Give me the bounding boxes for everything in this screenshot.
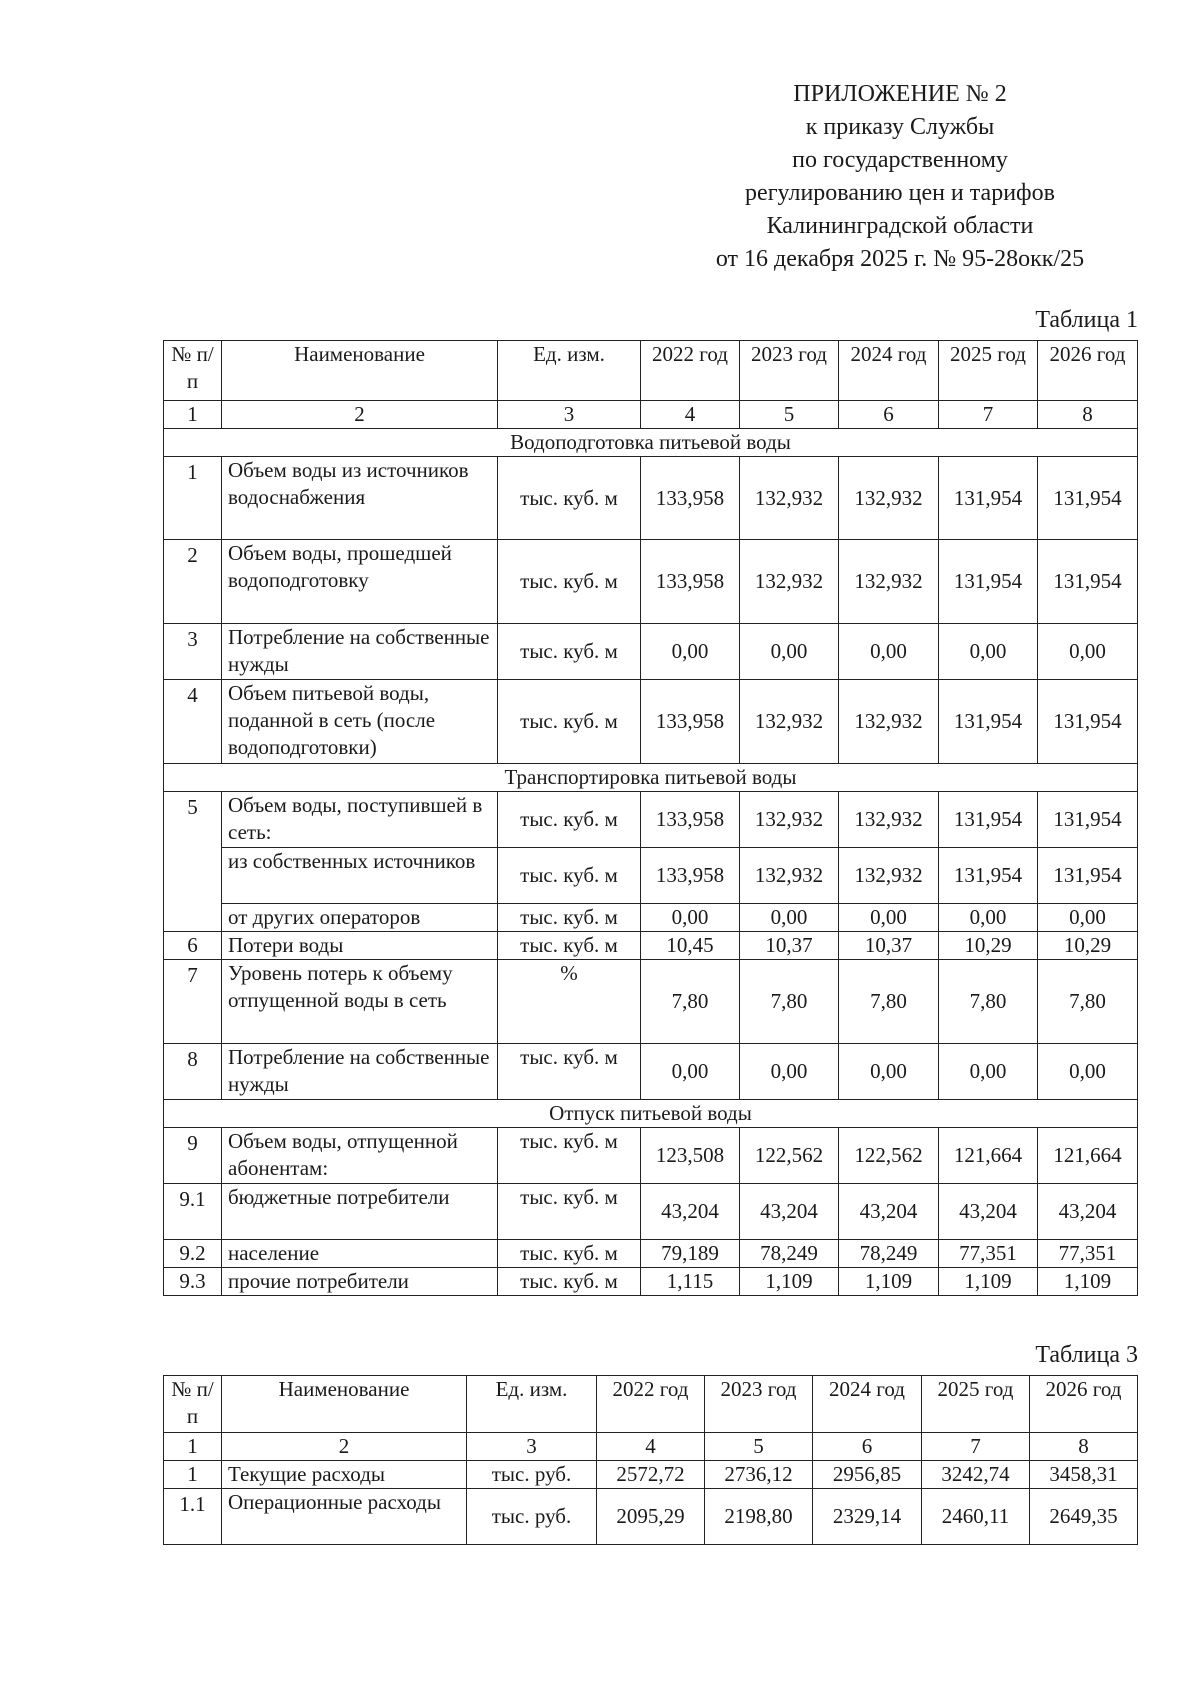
row-number: 9.3 — [164, 1268, 222, 1296]
row-value: 132,932 — [839, 848, 939, 904]
row-value: 133,958 — [641, 848, 740, 904]
row-name: Операционные расходы — [222, 1489, 467, 1545]
row-value: 77,351 — [939, 1240, 1038, 1268]
row-name: Текущие расходы — [222, 1461, 467, 1489]
table3-caption: Таблица 3 — [1035, 1342, 1138, 1368]
row-value: 0,00 — [1038, 904, 1138, 932]
row-unit: тыс. куб. м — [498, 932, 641, 960]
column-header: 2023 год — [740, 341, 839, 401]
column-index: 6 — [813, 1433, 922, 1461]
row-unit: % — [498, 960, 641, 1044]
row-unit: тыс. куб. м — [498, 1044, 641, 1100]
row-value: 1,109 — [1038, 1268, 1138, 1296]
column-header: Ед. изм. — [467, 1376, 597, 1433]
row-number: 3 — [164, 624, 222, 680]
row-value: 10,45 — [641, 932, 740, 960]
document-header — [650, 78, 1150, 276]
row-unit: тыс. куб. м — [498, 792, 641, 848]
table-header-row — [164, 1376, 1138, 1433]
column-index: 2 — [222, 401, 498, 429]
row-value: 7,80 — [641, 960, 740, 1044]
row-value: 0,00 — [939, 904, 1038, 932]
appendix-title: ПРИЛОЖЕНИЕ № 2 — [793, 81, 1007, 107]
row-number: 4 — [164, 680, 222, 764]
row-value: 131,954 — [1038, 848, 1138, 904]
header-line: регулированию цен и тарифов — [745, 180, 1055, 206]
table-row — [164, 680, 1138, 764]
column-index: 3 — [498, 401, 641, 429]
row-value: 0,00 — [740, 624, 839, 680]
row-value: 3242,74 — [922, 1461, 1030, 1489]
column-header: 2024 год — [839, 341, 939, 401]
column-index: 1 — [164, 401, 222, 429]
row-number: 7 — [164, 960, 222, 1044]
row-unit: тыс. куб. м — [498, 904, 641, 932]
table-row — [164, 960, 1138, 1044]
row-value: 10,29 — [1038, 932, 1138, 960]
row-value: 131,954 — [939, 457, 1038, 540]
row-value: 2460,11 — [922, 1489, 1030, 1545]
row-unit: тыс. куб. м — [498, 1240, 641, 1268]
row-value: 122,562 — [740, 1128, 839, 1184]
row-number: 2 — [164, 540, 222, 624]
table1 — [163, 340, 1138, 1296]
row-value: 7,80 — [839, 960, 939, 1044]
column-index: 4 — [597, 1433, 705, 1461]
row-name: Потребление на собственные нужды — [222, 1044, 498, 1100]
column-header: Наименование — [222, 341, 498, 401]
column-header: 2023 год — [705, 1376, 813, 1433]
row-value: 10,37 — [839, 932, 939, 960]
row-value: 2329,14 — [813, 1489, 922, 1545]
row-value: 133,958 — [641, 792, 740, 848]
column-header: № п/п — [164, 341, 222, 401]
column-header: Ед. изм. — [498, 341, 641, 401]
row-name: прочие потребители — [222, 1268, 498, 1296]
row-value: 2198,80 — [705, 1489, 813, 1545]
row-value: 0,00 — [939, 624, 1038, 680]
column-index: 8 — [1038, 401, 1138, 429]
row-value: 1,109 — [839, 1268, 939, 1296]
row-value: 131,954 — [1038, 540, 1138, 624]
column-index: 6 — [839, 401, 939, 429]
table-row — [164, 904, 1138, 932]
row-value: 133,958 — [641, 540, 740, 624]
row-value: 132,932 — [740, 540, 839, 624]
row-number: 8 — [164, 1044, 222, 1100]
table-row — [164, 848, 1138, 904]
row-value: 132,932 — [839, 540, 939, 624]
row-value: 0,00 — [939, 1044, 1038, 1100]
row-value: 122,562 — [839, 1128, 939, 1184]
row-name: Объем воды, поступившей в сеть: — [222, 792, 498, 848]
row-name: из собственных источников — [222, 848, 498, 904]
row-value: 10,29 — [939, 932, 1038, 960]
row-value: 0,00 — [1038, 624, 1138, 680]
row-value: 131,954 — [1038, 792, 1138, 848]
row-number: 6 — [164, 932, 222, 960]
row-value: 132,932 — [740, 792, 839, 848]
row-unit: тыс. куб. м — [498, 457, 641, 540]
row-value: 43,204 — [740, 1184, 839, 1240]
row-number: 1.1 — [164, 1489, 222, 1545]
table-row — [164, 1268, 1138, 1296]
row-value: 43,204 — [939, 1184, 1038, 1240]
row-number: 1 — [164, 1461, 222, 1489]
table-row — [164, 1128, 1138, 1184]
row-value: 10,37 — [740, 932, 839, 960]
row-name: Объем питьевой воды, поданной в сеть (после водоподготовки) — [222, 680, 498, 764]
column-index: 7 — [939, 401, 1038, 429]
row-value: 7,80 — [1038, 960, 1138, 1044]
row-value: 132,932 — [740, 680, 839, 764]
row-unit: тыс. руб. — [467, 1461, 597, 1489]
table-row — [164, 1489, 1138, 1545]
order-date-number: от 16 декабря 2025 г. № 95-28окк/25 — [715, 246, 1085, 272]
row-value: 77,351 — [1038, 1240, 1138, 1268]
row-unit: тыс. куб. м — [498, 1128, 641, 1184]
table-row — [164, 1184, 1138, 1240]
row-name: Потери воды — [222, 932, 498, 960]
row-value: 0,00 — [839, 904, 939, 932]
table1-caption: Таблица 1 — [1035, 307, 1138, 333]
row-value: 131,954 — [939, 848, 1038, 904]
column-index: 3 — [467, 1433, 597, 1461]
row-value: 1,109 — [740, 1268, 839, 1296]
row-name: Объем воды, прошедшей водоподготовку — [222, 540, 498, 624]
row-value: 43,204 — [641, 1184, 740, 1240]
row-value: 131,954 — [1038, 680, 1138, 764]
row-value: 132,932 — [740, 848, 839, 904]
row-value: 2649,35 — [1030, 1489, 1138, 1545]
column-index: 2 — [222, 1433, 467, 1461]
row-unit: тыс. куб. м — [498, 624, 641, 680]
row-value: 78,249 — [839, 1240, 939, 1268]
column-header: 2026 год — [1030, 1376, 1138, 1433]
row-value: 132,932 — [839, 680, 939, 764]
table-row — [164, 540, 1138, 624]
header-line: по государственному — [792, 147, 1008, 173]
row-number: 9.1 — [164, 1184, 222, 1240]
row-value: 43,204 — [839, 1184, 939, 1240]
table-row — [164, 932, 1138, 960]
row-value: 7,80 — [939, 960, 1038, 1044]
row-value: 2095,29 — [597, 1489, 705, 1545]
row-value: 0,00 — [839, 1044, 939, 1100]
row-value: 132,932 — [839, 457, 939, 540]
row-value: 133,958 — [641, 457, 740, 540]
section-row — [164, 764, 1138, 792]
table-row — [164, 1461, 1138, 1489]
row-unit: тыс. куб. м — [498, 1184, 641, 1240]
column-index-row — [164, 401, 1138, 429]
row-value: 0,00 — [641, 904, 740, 932]
column-header: Наименование — [222, 1376, 467, 1433]
column-index: 5 — [740, 401, 839, 429]
row-value: 2572,72 — [597, 1461, 705, 1489]
row-value: 2956,85 — [813, 1461, 922, 1489]
table-row — [164, 1240, 1138, 1268]
row-value: 0,00 — [740, 1044, 839, 1100]
row-unit: тыс. куб. м — [498, 848, 641, 904]
row-value: 0,00 — [641, 1044, 740, 1100]
row-value: 3458,31 — [1030, 1461, 1138, 1489]
row-name: бюджетные потребители — [222, 1184, 498, 1240]
column-index: 8 — [1030, 1433, 1138, 1461]
row-name: Объем воды, отпущенной абонентам: — [222, 1128, 498, 1184]
row-name: население — [222, 1240, 498, 1268]
row-value: 7,80 — [740, 960, 839, 1044]
row-name: от других операторов — [222, 904, 498, 932]
row-name: Уровень потерь к объему отпущенной воды в сеть — [222, 960, 498, 1044]
row-value: 131,954 — [939, 540, 1038, 624]
table-row — [164, 792, 1138, 848]
row-value: 0,00 — [1038, 1044, 1138, 1100]
row-value: 121,664 — [939, 1128, 1038, 1184]
column-header: 2025 год — [939, 341, 1038, 401]
row-value: 1,109 — [939, 1268, 1038, 1296]
row-unit: тыс. куб. м — [498, 1268, 641, 1296]
table-row — [164, 457, 1138, 540]
column-index: 4 — [641, 401, 740, 429]
column-header: 2026 год — [1038, 341, 1138, 401]
row-value: 78,249 — [740, 1240, 839, 1268]
row-number: 1 — [164, 457, 222, 540]
row-number: 5 — [164, 792, 222, 932]
row-name: Потребление на собственные нужды — [222, 624, 498, 680]
header-line: Калининградской области — [766, 213, 1034, 239]
row-unit: тыс. куб. м — [498, 680, 641, 764]
row-value: 121,664 — [1038, 1128, 1138, 1184]
row-value: 131,954 — [939, 680, 1038, 764]
row-value: 1,115 — [641, 1268, 740, 1296]
row-value: 131,954 — [939, 792, 1038, 848]
row-name: Объем воды из источников водоснабжения — [222, 457, 498, 540]
row-number: 9.2 — [164, 1240, 222, 1268]
table3 — [163, 1375, 1138, 1545]
table-row — [164, 1044, 1138, 1100]
section-row — [164, 1100, 1138, 1128]
row-value: 43,204 — [1038, 1184, 1138, 1240]
row-value: 0,00 — [839, 624, 939, 680]
row-unit: тыс. руб. — [467, 1489, 597, 1545]
section-row — [164, 429, 1138, 457]
row-value: 0,00 — [740, 904, 839, 932]
row-value: 2736,12 — [705, 1461, 813, 1489]
row-number: 9 — [164, 1128, 222, 1184]
table-header-row — [164, 341, 1138, 401]
row-value: 132,932 — [839, 792, 939, 848]
column-index: 7 — [922, 1433, 1030, 1461]
header-line: к приказу Службы — [805, 114, 995, 140]
column-header: № п/п — [164, 1376, 222, 1433]
table-row — [164, 624, 1138, 680]
column-index: 5 — [705, 1433, 813, 1461]
column-index: 1 — [164, 1433, 222, 1461]
row-value: 132,932 — [740, 457, 839, 540]
column-index-row — [164, 1433, 1138, 1461]
column-header: 2022 год — [641, 341, 740, 401]
column-header: 2022 год — [597, 1376, 705, 1433]
column-header: 2025 год — [922, 1376, 1030, 1433]
row-value: 131,954 — [1038, 457, 1138, 540]
row-value: 0,00 — [641, 624, 740, 680]
section-title: Водоподготовка питьевой воды — [164, 429, 1138, 457]
row-value: 133,958 — [641, 680, 740, 764]
section-title: Транспортировка питьевой воды — [164, 764, 1138, 792]
row-value: 123,508 — [641, 1128, 740, 1184]
row-value: 79,189 — [641, 1240, 740, 1268]
section-title: Отпуск питьевой воды — [164, 1100, 1138, 1128]
row-unit: тыс. куб. м — [498, 540, 641, 624]
column-header: 2024 год — [813, 1376, 922, 1433]
